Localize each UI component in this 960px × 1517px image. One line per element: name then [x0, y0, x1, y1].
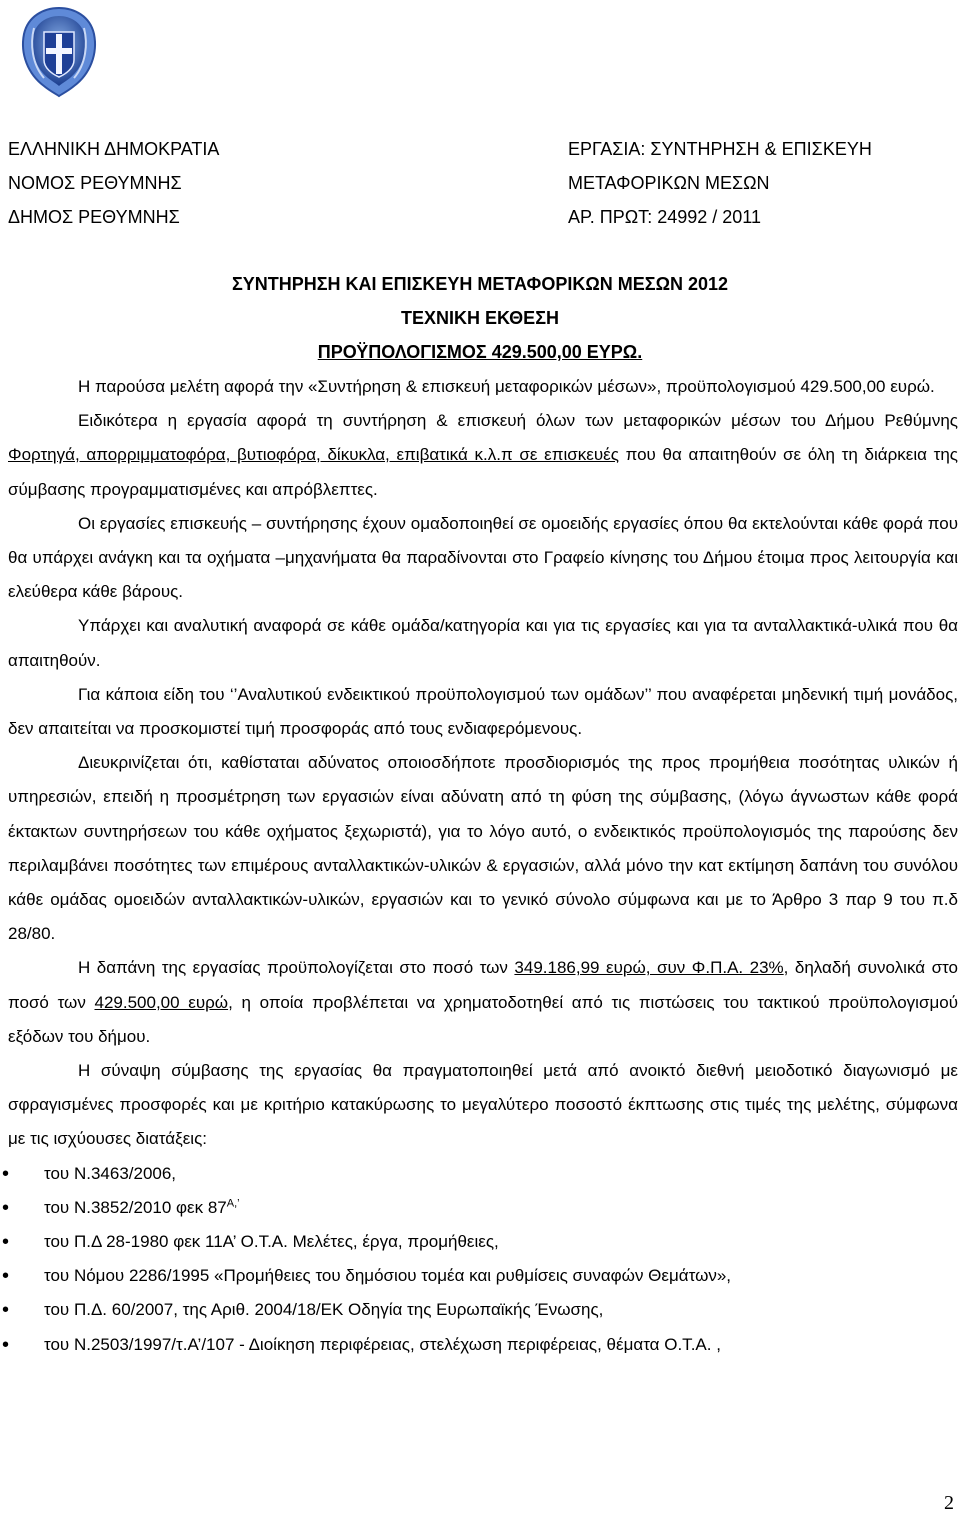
main-title: ΣΥΝΤΗΡΗΣΗ ΚΑΙ ΕΠΙΣΚΕΥΗ ΜΕΤΑΦΟΡΙΚΩΝ ΜΕΣΩΝ 2012: [231, 274, 729, 294]
document-body: [8, 370, 958, 1362]
list-item: • του Π.Δ. 60/2007, της Αριθ. 2004/18/ΕΚ Οδηγία της Ευρωπαϊκής Ένωσης,: [8, 1293, 958, 1327]
header-municipality: ΔΗΜΟΣ ΡΕΘΥΜΝΗΣ: [8, 207, 180, 227]
paragraph-8: Η σύναψη σύμβασης της εργασίας θα πραγματοποιηθεί μετά από ανοικτό διεθνή μειοδοτικό διαγωνισμό με σφραγισμένες προσφορές και με κριτήριο κατακύρωσης το μεγαλύτερο ποσοστό έκπτωσης στις τιμές της μελέτης, σύμφωνα με τις ισχύουσες διατάξεις:: [8, 1061, 958, 1149]
header-row: [8, 166, 952, 200]
paragraph-1: Η παρούσα μελέτη αφορά την «Συντήρηση & επισκευή μεταφορικών μέσων», προϋπολογισμού 429.500,00 ευρώ.: [78, 377, 935, 396]
laws-list: [8, 1157, 958, 1362]
paragraph-7-text-mid: , δηλαδή συνολικά στο ποσό των: [8, 958, 958, 1012]
paragraph-6: Διευκρινίζεται ότι, καθίσταται αδύνατος οποιοσδήποτε προσδιορισμός της προς προμήθεια ποσότητας υλικών ή υπηρεσιών, επειδή η προσμέτρηση των εργασιών είναι αδύνατη από τη φύση της σύμβασης, (λόγω άγνωστων κάθε φορά έκτακτων συντηρήσεων του κάθε οχήματος ξεχωριστά), για το λόγο αυτό, ο ενδεικτικός προϋπολογισμός της παρούσης δεν περιλαμβάνει ποσότητες των επιμέρους ανταλλακτικών-υλικών & εργασιών, αλλά μόνο την κατ εκτίμηση δαπάνη του συνόλου κάθε ομάδας ομοειδών ανταλλακτικών-υλικών, εργασιών και το γενικό σύνολο σύμφωνα και με το Άρθρο 3 παρ 9 του π.δ 28/80.: [8, 753, 958, 944]
vehicle-types-underlined: Φορτηγά, απορριμματοφόρα, βυτιοφόρα, δίκυκλα, επιβατικά κ.λ.π σε επισκευές: [8, 445, 619, 465]
header-protocol-number: ΑΡ. ΠΡΩΤ: 24992 / 2011: [568, 207, 761, 227]
budget-title: ΠΡΟΫΠΟΛΟΓΙΣΜΟΣ 429.500,00 ΕΥΡΩ.: [317, 342, 643, 362]
paragraph-2-text-end: που θα απαιτηθούν σε όλη τη διάρκεια της σύμβασης προγραμματισμένες και απρόβλεπτες.: [8, 445, 958, 499]
header-row: [8, 132, 952, 166]
page-number: 2: [944, 1492, 954, 1514]
paragraph-4: Υπάρχει και αναλυτική αναφορά σε κάθε ομάδα/κατηγορία και για τις εργασίες και για τα ανταλλακτικά-υλικά που θα απαιτηθούν.: [8, 616, 958, 670]
header-republic: ΕΛΛΗΝΙΚΗ ΔΗΜΟΚΡΑΤΙΑ: [8, 139, 220, 159]
paragraph-7-text-end: , η οποία προβλέπεται να χρηματοδοτηθεί από τις πιστώσεις του τακτικού προϋπολογισμού εξόδων του δήμου.: [8, 992, 958, 1046]
document-header: [8, 132, 952, 234]
list-item: • του Ν.3463/2006,: [8, 1157, 958, 1191]
paragraph-7: [8, 951, 958, 1054]
list-item: • του Ν.2503/1997/τ.Α’/107 - Διοίκηση περιφέρειας, στελέχωση περιφέρειας, θέματα Ο.Τ.Α. ,: [8, 1328, 958, 1362]
paragraph-7-text: Η δαπάνη της εργασίας προϋπολογίζεται στο ποσό των: [78, 958, 515, 978]
header-project: ΕΡΓΑΣΙΑ: ΣΥΝΤΗΡΗΣΗ & ΕΠΙΣΚΕΥΗ: [568, 139, 872, 159]
list-item: • του Π.Δ 28-1980 φεκ 11Α’ Ο.Τ.Α. Μελέτες, έργα, προμήθειες,: [8, 1225, 958, 1259]
law-2-superscript: Α,’: [226, 1197, 240, 1210]
paragraph-5: Για κάποια είδη του ‘’Αναλυτικού ενδεικτικού προϋπολογισμού των ομάδων’’ που αναφέρεται μηδενική τιμή μονάδος, δεν απαιτείται να προσκομιστεί τιμή προσφοράς από τους ενδιαφερόμενους.: [8, 684, 958, 739]
report-title: ΤΕΧΝΙΚΗ ΕΚΘΕΣΗ: [401, 308, 559, 328]
list-item: • του Νόμου 2286/1995 «Προμήθειες του δημόσιου τομέα και ρυθμίσεις συναφών Θεμάτων»,: [8, 1259, 958, 1293]
paragraph-2: [8, 404, 958, 507]
greek-coat-of-arms-emblem: [14, 4, 104, 100]
law-2-text: του Ν.3852/2010 φεκ 87: [44, 1197, 227, 1217]
list-item: [8, 1191, 958, 1225]
header-row: [8, 200, 952, 234]
header-prefecture: ΝΟΜΟΣ ΡΕΘΥΜΝΗΣ: [8, 173, 182, 193]
paragraph-2-text: Ειδικότερα η εργασία αφορά τη συντήρηση & επισκευή όλων των μεταφορικών μέσων του Δήμου Ρεθύμνης: [78, 411, 958, 431]
header-project-cont: ΜΕΤΑΦΟΡΙΚΩΝ ΜΕΣΩΝ: [568, 173, 770, 193]
total-amount-underlined: 429.500,00 ευρώ: [94, 992, 229, 1012]
paragraph-3: Οι εργασίες επισκευής – συντήρησης έχουν ομαδοποιηθεί σε ομοειδής εργασίες όπου θα εκτελούνται κάθε φορά που θα υπάρχει ανάγκη και τα οχήματα –μηχανήματα θα παραδίνονται στο Γραφείο κίνησης του Δήμου έτοιμα προς λειτουργία και ελεύθερα κάθε βάρους.: [8, 513, 958, 602]
document-titles: [0, 267, 960, 369]
net-amount-underlined: 349.186,99 ευρώ, συν Φ.Π.Α. 23%: [514, 958, 784, 978]
